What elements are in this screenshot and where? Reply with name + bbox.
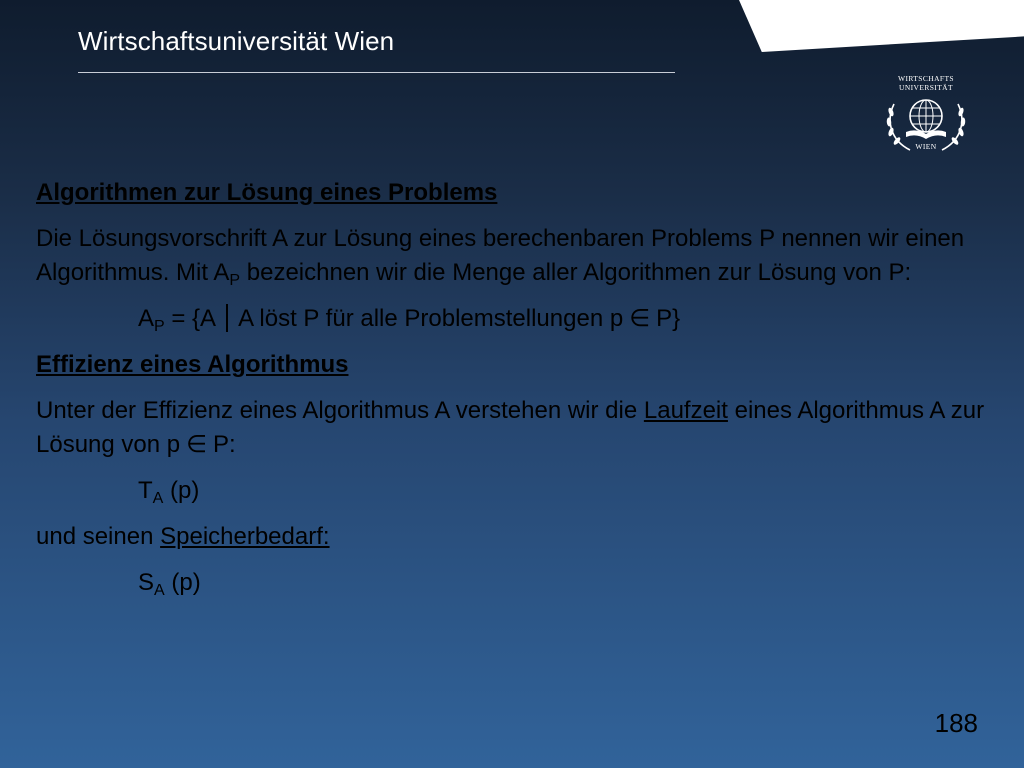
runtime-base: T bbox=[138, 477, 153, 504]
formula-lhs-subscript: P bbox=[154, 318, 165, 335]
definition-paragraph bbox=[36, 222, 996, 290]
section-heading-algorithmen: Algorithmen zur Lösung eines Problems bbox=[36, 179, 498, 206]
runtime-subscript: A bbox=[152, 490, 164, 507]
header-title: Wirtschaftsuniversität Wien bbox=[78, 26, 395, 56]
section-heading-effizienz: Effizienz eines Algorithmus bbox=[36, 351, 349, 378]
page-number: 188 bbox=[934, 708, 978, 738]
formula-end: P} bbox=[656, 305, 681, 332]
speicherbedarf-term: Speicherbedarf: bbox=[160, 523, 330, 550]
definition-text-b: bezeichnen wir die Menge aller Algorithmen zur Lösung von P: bbox=[240, 259, 912, 286]
header-divider bbox=[78, 72, 675, 73]
memory-subscript: A bbox=[154, 582, 165, 599]
element-of-symbol-2: ∈ bbox=[186, 431, 208, 458]
slide-content bbox=[36, 176, 996, 600]
efficiency-text-a: Unter der Effizienz eines Algorithmus A verstehen wir die bbox=[36, 397, 644, 424]
laufzeit-term: Laufzeit bbox=[643, 397, 728, 424]
formula-lhs: A bbox=[138, 305, 155, 332]
memory-paragraph bbox=[36, 520, 996, 554]
efficiency-text-c: P: bbox=[213, 431, 236, 458]
logo-text-line1: WIRTSCHAFTS bbox=[897, 74, 955, 83]
memory-base: S bbox=[138, 569, 155, 596]
runtime-formula bbox=[36, 474, 996, 508]
university-logo-icon bbox=[880, 74, 972, 162]
corner-decoration bbox=[739, 0, 1024, 52]
formula-eq: = {A bbox=[164, 305, 217, 332]
runtime-arg: (p) bbox=[163, 477, 200, 504]
memory-text: und seinen bbox=[36, 523, 161, 550]
element-of-symbol: ∈ bbox=[629, 305, 651, 332]
definition-subscript: P bbox=[229, 272, 241, 289]
memory-formula bbox=[36, 566, 996, 600]
efficiency-text-b: eines Algorithmus A zur Lösung von p bbox=[36, 397, 985, 458]
logo-text-line3: WIEN bbox=[915, 142, 937, 151]
set-formula bbox=[36, 302, 996, 336]
definition-text-a: Die Lösungsvorschrift A zur Lösung eines berechenbaren Problems P nennen wir einen Algorithmus. Mit A bbox=[36, 225, 965, 286]
logo-text-line2: UNIVERSITÄT bbox=[899, 83, 953, 92]
efficiency-paragraph bbox=[36, 394, 996, 462]
memory-arg: (p) bbox=[164, 569, 201, 596]
such-that-bar bbox=[226, 304, 228, 332]
formula-condition: A löst P für alle Problemstellungen p bbox=[238, 305, 624, 332]
